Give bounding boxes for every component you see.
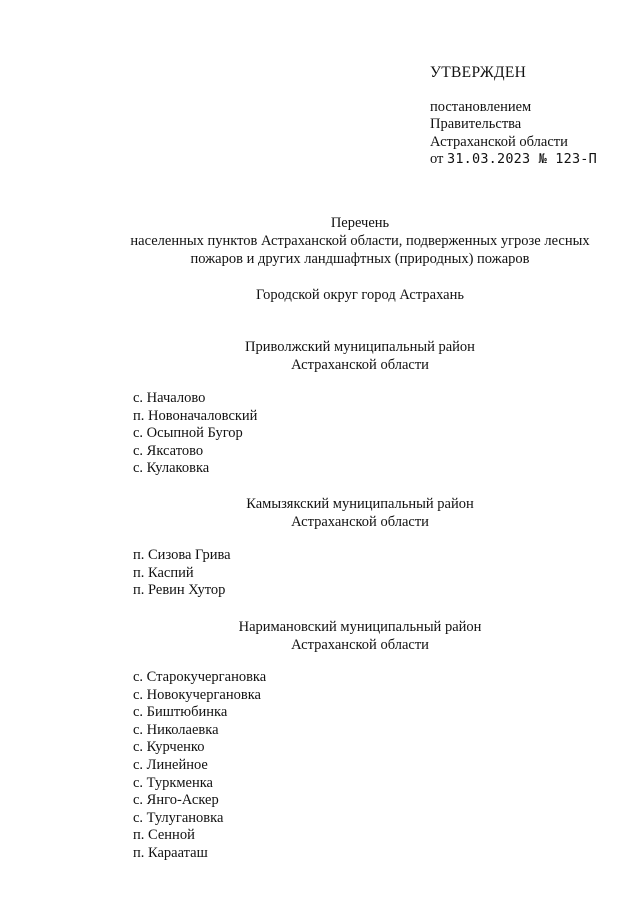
list-item: с. Туркменка (133, 774, 213, 791)
list-item: п. Сизова Грива (133, 547, 231, 563)
list-item: п. Каспий (133, 564, 194, 581)
city-district-heading: Городской округ город Астрахань (256, 287, 464, 303)
title-line-3: пожаров и других ландшафтных (природных) пожаров (190, 251, 530, 267)
approval-heading: УТВЕРЖДЕН (430, 64, 527, 81)
approval-date-line (430, 151, 630, 169)
district-name-line-2: Астраханской области (291, 514, 429, 530)
list-item: п. Сенной (133, 827, 195, 844)
district-heading-privolzhsky (100, 338, 620, 374)
list-item: с. Старокучергановка (133, 669, 267, 685)
approval-line-1: постановлением (430, 98, 532, 115)
approval-line-2: Правительства (430, 116, 522, 132)
list-item: с. Биштюбинка (133, 704, 228, 721)
list-item: с. Новокучергановка (133, 686, 261, 703)
list-item: с. Янго-Аскер (133, 792, 219, 809)
settlement-list-kamyzyaksky (133, 547, 231, 600)
list-item: с. Тулугановка (133, 809, 224, 826)
list-item: с. Линейное (133, 756, 208, 773)
title-line-2: населенных пунктов Астраханской области, подверженных угрозе лесных (130, 233, 590, 249)
approval-line-3: Астраханской области (430, 133, 568, 150)
list-item: с. Яксатово (133, 442, 204, 459)
district-name-line-2: Астраханской области (291, 357, 429, 373)
district-heading-kamyzyaksky (100, 495, 620, 531)
list-item: п. Новоначаловский (133, 407, 258, 424)
list-item: с. Кулаковка (133, 460, 210, 477)
list-item: п. Ревин Хутор (133, 582, 226, 599)
district-name-line-1: Камызякский муниципальный район (246, 496, 474, 512)
settlement-list-privolzhsky (133, 390, 257, 478)
list-item: с. Осыпной Бугор (133, 425, 243, 442)
district-name-line-1: Приволжский муниципальный район (245, 339, 475, 355)
approval-stamp-block (430, 64, 630, 169)
list-item: п. Карааташ (133, 844, 208, 861)
document-title (100, 214, 620, 268)
title-line-1: Перечень (330, 215, 390, 231)
district-name-line-2: Астраханской области (291, 637, 429, 653)
approval-date-prefix: от (430, 151, 444, 167)
approval-date-number: 31.03.2023 № 123-П (447, 151, 597, 167)
list-item: с. Началово (133, 390, 206, 406)
list-item: с. Николаевка (133, 721, 219, 738)
district-heading-narimanovsky (100, 618, 620, 654)
list-item: с. Курченко (133, 739, 205, 756)
district-name-line-1: Наримановский муниципальный район (238, 619, 482, 635)
settlement-list-narimanovsky (133, 669, 266, 863)
